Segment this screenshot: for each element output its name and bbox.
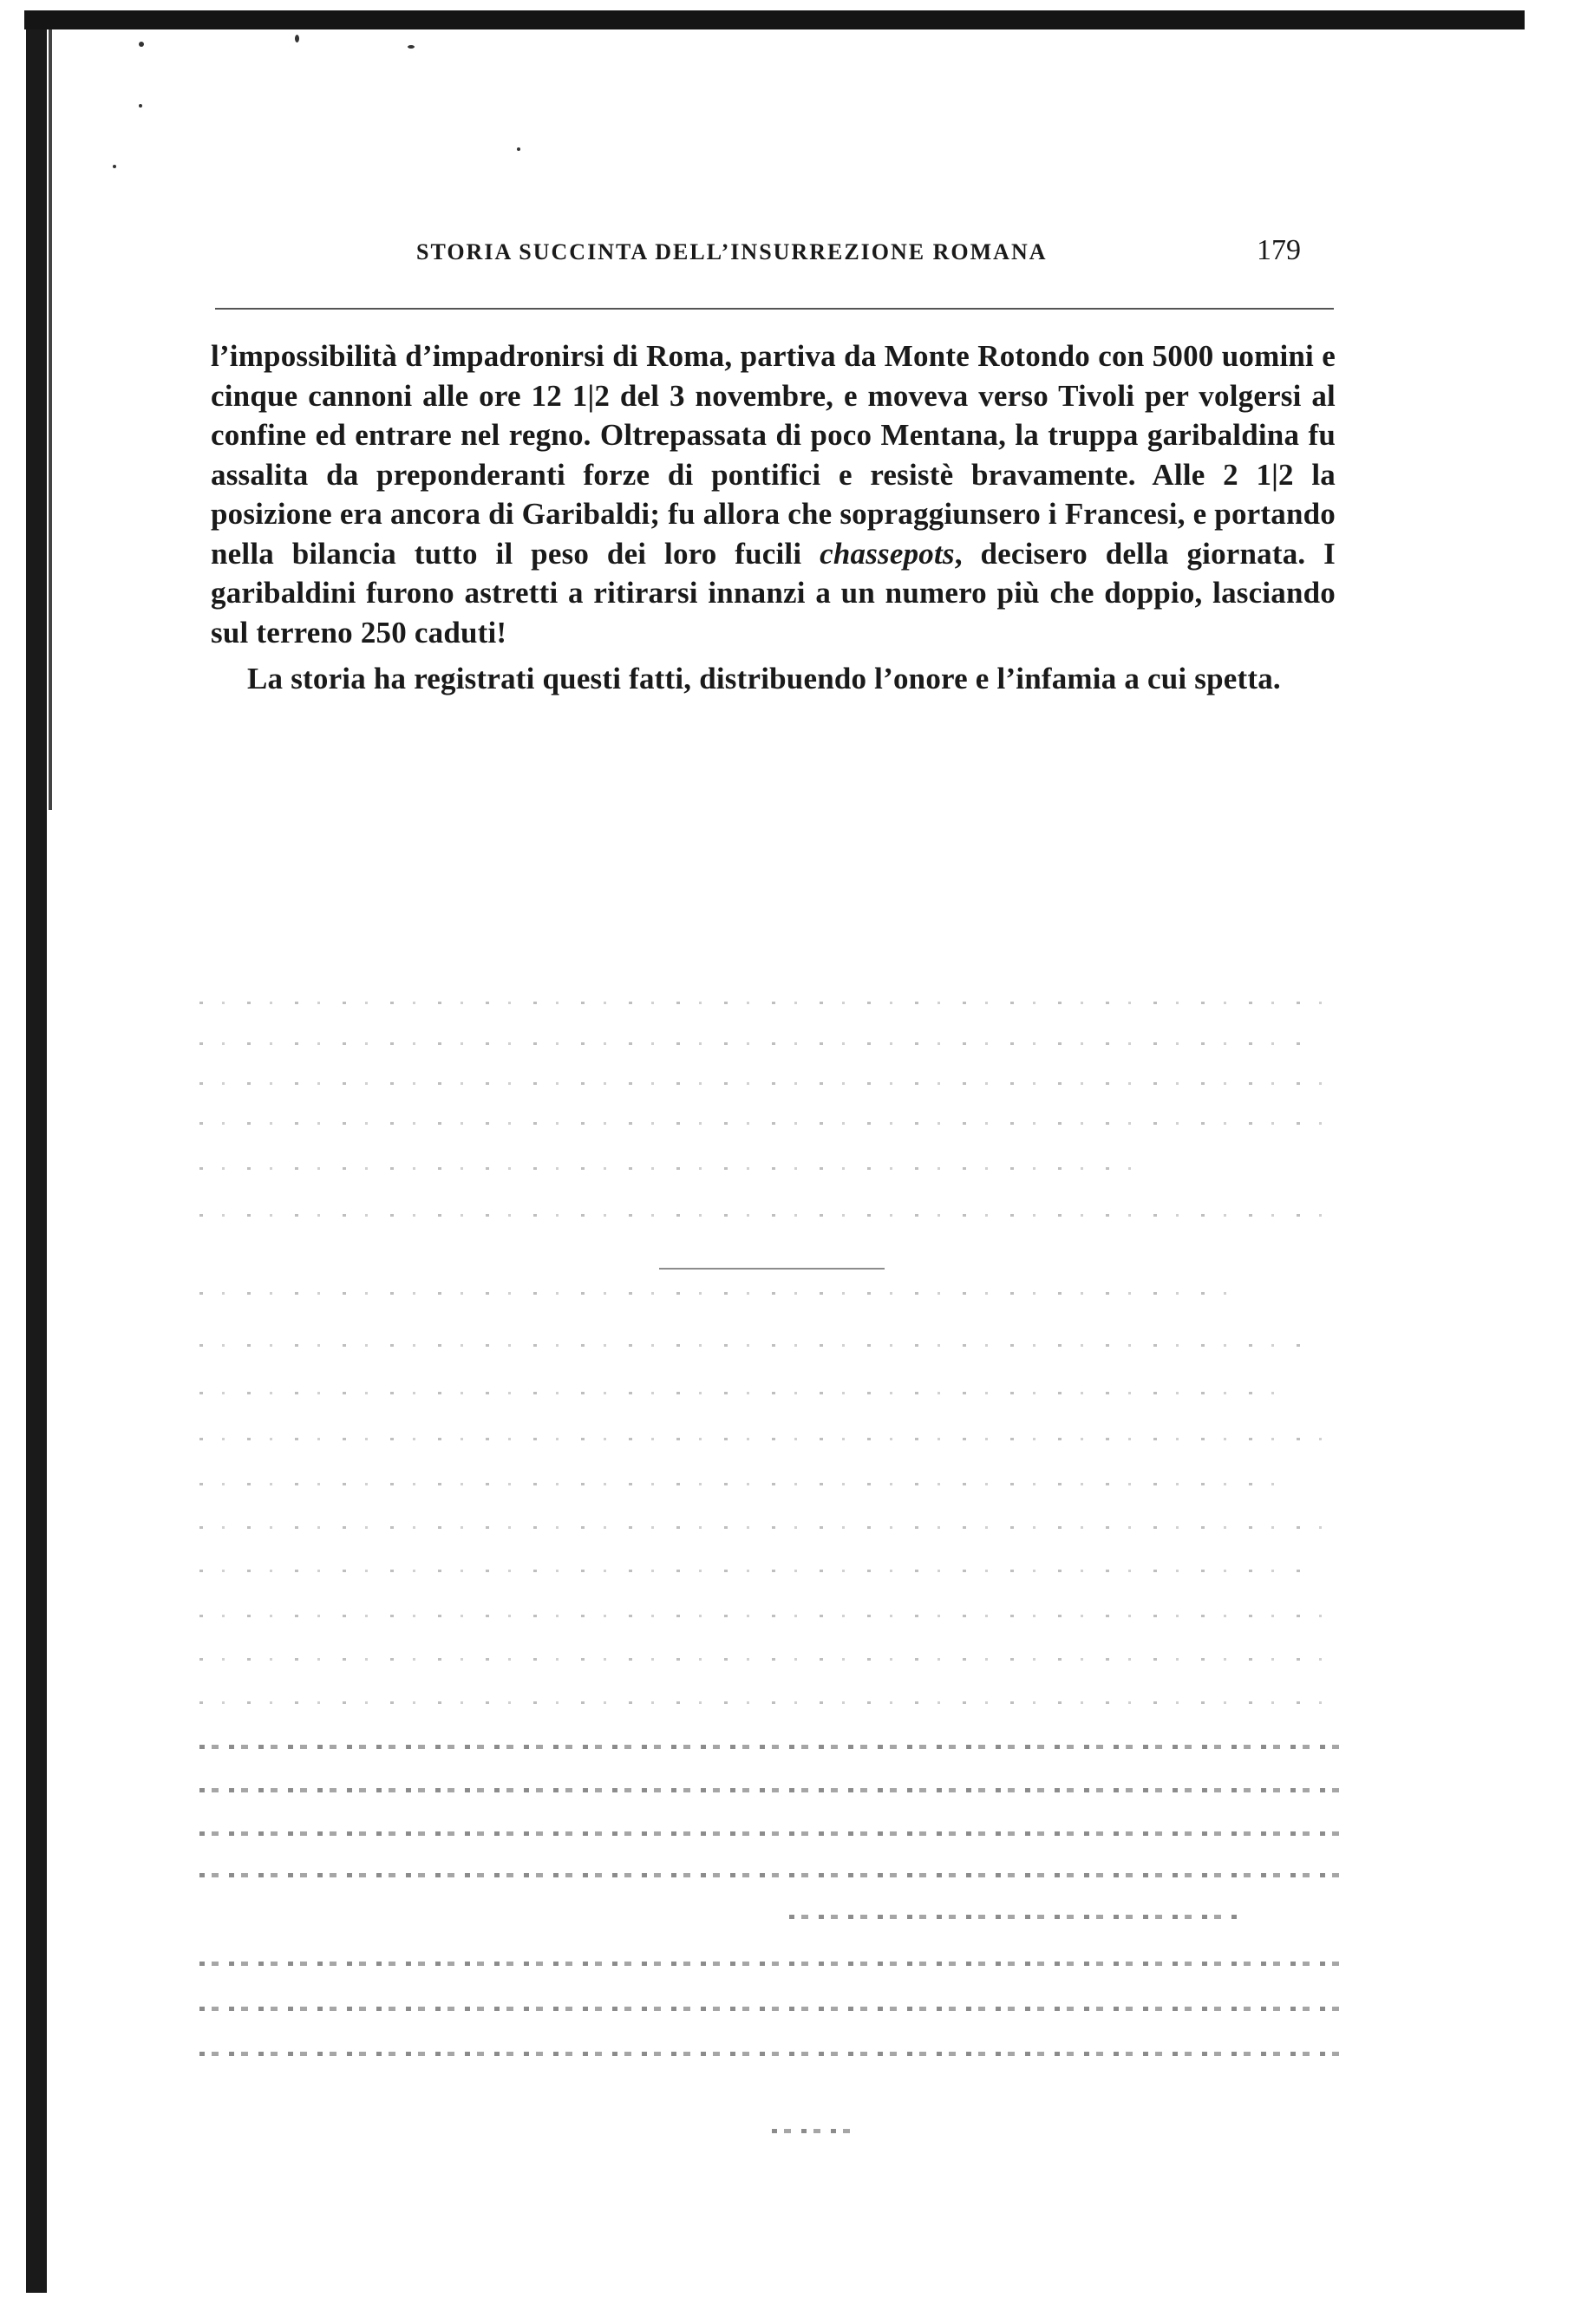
scan-edge-left — [26, 29, 47, 2293]
bleed-through-line — [772, 2129, 850, 2133]
bleed-through-line — [199, 1214, 1327, 1217]
bleed-through-line — [199, 1167, 1153, 1170]
bleed-through-line — [199, 1658, 1327, 1661]
paragraph-1 — [211, 336, 1336, 652]
bleed-through-line — [199, 1526, 1327, 1529]
bleed-through-line — [199, 1082, 1327, 1085]
page-number: 179 — [1257, 234, 1301, 266]
running-title: STORIA SUCCINTA DELL’INSURREZIONE ROMANA — [416, 239, 1048, 264]
bleed-through-line — [199, 1392, 1292, 1394]
header-rule — [215, 308, 1334, 310]
scan-speckle — [139, 42, 144, 47]
bleed-through-line — [199, 1344, 1318, 1347]
scan-speckle — [113, 165, 116, 168]
bleed-through-line — [199, 1438, 1327, 1440]
page-header — [208, 234, 1327, 286]
scan-speckle — [408, 45, 415, 49]
bleed-through-line — [199, 1002, 1327, 1004]
bleed-through-line — [199, 1873, 1344, 1877]
scan-edge-top — [24, 10, 1525, 29]
paragraph-1-italic: chassepots — [820, 536, 955, 571]
bleed-through-line — [199, 2052, 1344, 2056]
bleed-through-line — [199, 1788, 1344, 1792]
bleed-through-rule — [659, 1268, 885, 1270]
scan-speckle — [295, 35, 299, 42]
bleed-through-line — [199, 1122, 1336, 1125]
bleed-through-line — [199, 1570, 1310, 1572]
paragraph-1-text-end: , decisero della giornata. I garibaldini furono astretti a ritirarsi innanzi a un numero più che doppio, lasciando sul terreno 250 caduti! — [211, 536, 1336, 650]
bleed-through-line — [199, 1292, 1240, 1295]
bleed-through-line — [199, 2007, 1344, 2011]
bleed-through-line — [199, 1701, 1327, 1704]
bleed-through-line — [199, 1962, 1344, 1966]
scan-speckle — [139, 104, 142, 108]
paragraph-2: La storia ha registrati questi fatti, distribuendo l’onore e l’infamia a cui spetta. — [247, 662, 1281, 695]
body-text — [211, 336, 1336, 699]
bleed-through-line — [199, 1615, 1327, 1617]
bleed-through-line — [199, 1042, 1310, 1045]
bleed-through-line — [789, 1915, 1240, 1919]
bleed-through-line — [199, 1831, 1344, 1836]
scan-speckle — [517, 147, 520, 151]
bleed-through-line — [199, 1745, 1344, 1749]
bleed-through-area — [199, 963, 1344, 2194]
paragraph-1-text: l’impossibilità d’impadronirsi di Roma, partiva da Monte Rotondo con 5000 uomini e cinque cannoni alle ore 12 1|2 del 3 novembre, e moveva verso Tivoli per volgersi al confine ed entrare nel regno. Oltrepassata di poco Mentana, la truppa garibaldina fu assalita da preponderanti forze di pontifici e resistè bravamente. Alle 2 1|2 la posizione era ancora di Garibaldi; fu allora che sopraggiunsero i Francesi, e portando nella bilancia tutto il peso dei loro fucili — [211, 339, 1336, 571]
bleed-through-line — [199, 1483, 1275, 1485]
